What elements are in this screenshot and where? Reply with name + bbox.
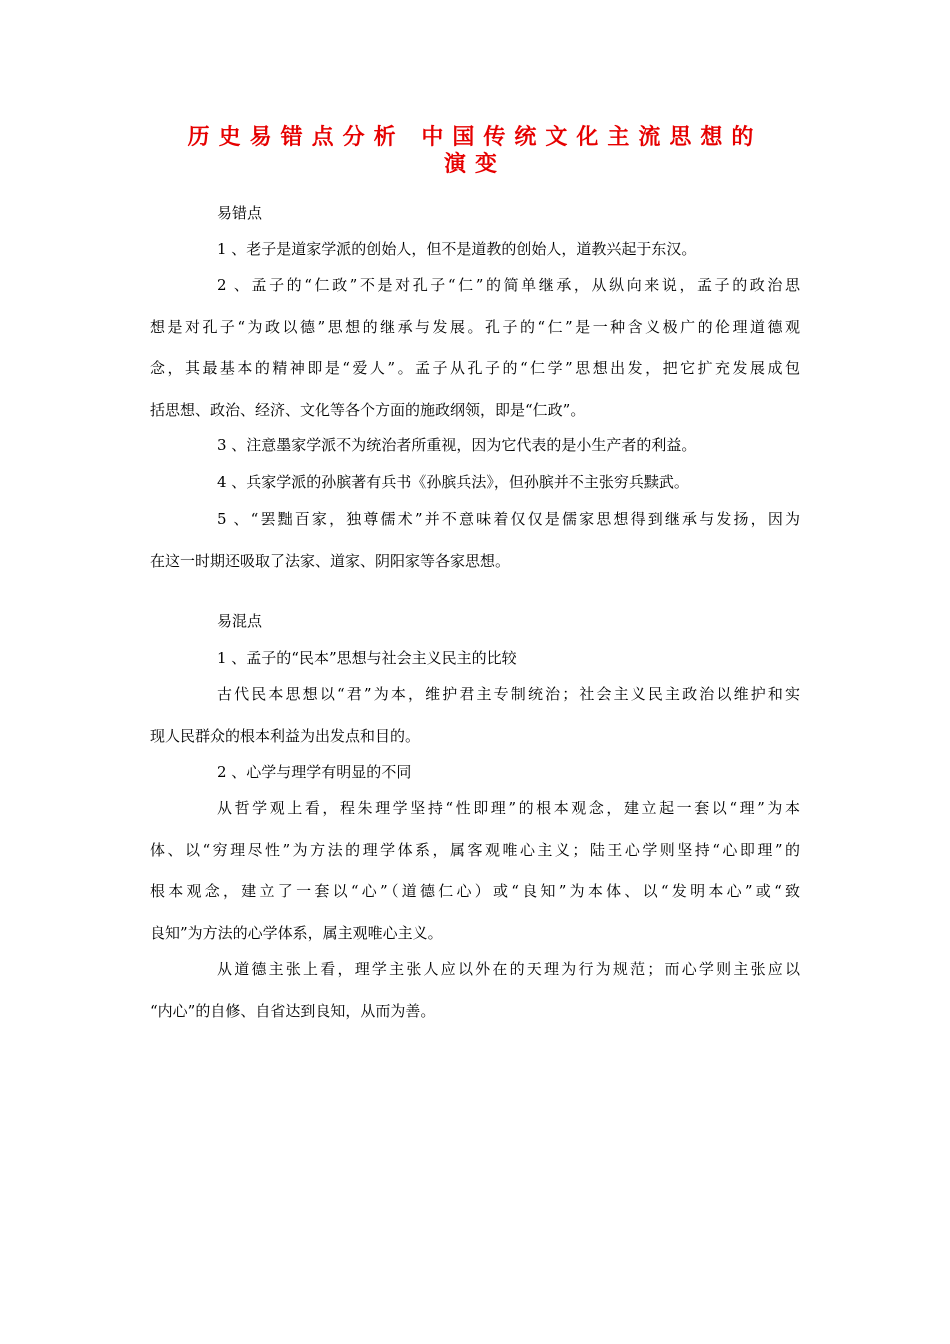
confusion-item-2-title: 2 、心学与理学有明显的不同: [217, 763, 412, 781]
document-title-line-2: 演变: [443, 151, 506, 177]
error-item-2-line-2: 想是对孔子“为政以德”思想的继承与发展。孔子的“仁”是一种含义极广的伦理道德观: [150, 318, 800, 336]
confusion-item-2-para-2-line-2: “内心”的自修、自省达到良知，从而为善。: [150, 1002, 436, 1020]
document-title-line-1: 历史易错点分析 中国传统文化主流思想的: [187, 124, 763, 150]
error-item-2-line-4: 括思想、政治、经济、文化等各个方面的施政纲领，即是“仁政”。: [150, 401, 586, 419]
confusion-item-2-para-1-line-1: 从哲学观上看，程朱理学坚持“性即理”的根本观念，建立起一套以“理”为本: [217, 799, 800, 817]
confusion-item-1-body-line-1: 古代民本思想以“君”为本，维护君主专制统治；社会主义民主政治以维护和实: [217, 685, 800, 703]
error-item-3: 3 、注意墨家学派不为统治者所重视，因为它代表的是小生产者的利益。: [217, 436, 697, 454]
error-item-5-line-1: 5 、“罢黜百家，独尊儒术”并不意味着仅仅是儒家思想得到继承与发扬，因为: [217, 510, 800, 528]
confusion-item-2-para-1-line-2: 体、以“穷理尽性”为方法的理学体系，属客观唯心主义；陆王心学则坚持“心即理”的: [150, 841, 800, 859]
error-item-2-line-1: 2 、孟子的“仁政”不是对孔子“仁”的简单继承，从纵向来说，孟子的政治思: [217, 276, 800, 294]
confusion-item-1-title: 1 、孟子的“民本”思想与社会主义民主的比较: [217, 649, 517, 667]
error-item-1: 1 、老子是道家学派的创始人，但不是道教的创始人，道教兴起于东汉。: [217, 240, 697, 258]
confusion-item-1-body-line-2: 现人民群众的根本利益为出发点和目的。: [150, 727, 421, 745]
confusion-item-2-para-1-line-4: 良知”为方法的心学体系，属主观唯心主义。: [150, 924, 443, 942]
error-item-5-line-2: 在这一时期还吸取了法家、道家、阴阳家等各家思想。: [150, 552, 511, 570]
error-item-4: 4 、兵家学派的孙膑著有兵书《孙膑兵法》，但孙膑并不主张穷兵黩武。: [217, 473, 689, 491]
section-heading-errors: 易错点: [217, 204, 263, 222]
error-item-2-line-3: 念，其最基本的精神即是“爱人”。孟子从孔子的“仁学”思想出发，把它扩充发展成包: [150, 359, 800, 377]
confusion-item-2-para-1-line-3: 根本观念，建立了一套以“心”（道德仁心）或“良知”为本体、以“发明本心”或“致: [150, 882, 800, 900]
confusion-item-2-para-2-line-1: 从道德主张上看，理学主张人应以外在的天理为行为规范；而心学则主张应以: [217, 960, 800, 978]
section-heading-confusions: 易混点: [217, 612, 263, 630]
